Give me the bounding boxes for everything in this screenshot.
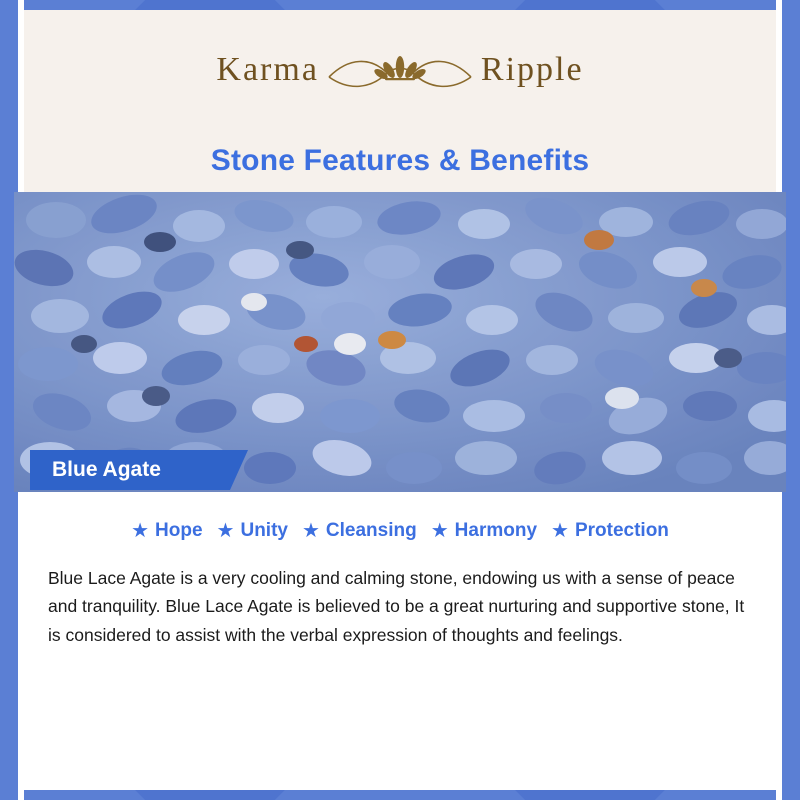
bottom-whitespace <box>24 716 776 790</box>
benefit-item <box>302 520 417 542</box>
benefit-item <box>551 520 669 542</box>
stone-name-label: Blue Agate <box>52 458 161 481</box>
content-panel <box>24 492 776 720</box>
benefits-row <box>40 520 760 542</box>
benefit-label: Protection <box>574 520 669 541</box>
brand-name-left: Karma <box>216 51 319 88</box>
title-band <box>24 130 776 192</box>
benefit-item <box>431 520 537 542</box>
benefit-item <box>217 520 288 542</box>
lotus-flower-icon <box>325 47 475 93</box>
star-icon: ★ <box>216 520 235 542</box>
brand-logo <box>216 47 583 93</box>
star-icon: ★ <box>301 520 320 542</box>
frame-edge-bottom <box>0 790 800 800</box>
star-icon: ★ <box>430 520 449 542</box>
benefit-label: Harmony <box>454 520 538 541</box>
star-icon: ★ <box>131 520 150 542</box>
brand-header <box>24 10 776 130</box>
frame-edge-top <box>0 0 800 10</box>
stone-name-badge <box>30 450 230 490</box>
benefit-item <box>131 520 202 542</box>
brand-name-right: Ripple <box>480 51 584 88</box>
page-title: Stone Features & Benefits <box>210 144 590 177</box>
benefit-label: Cleansing <box>325 520 417 541</box>
stone-description: Blue Lace Agate is a very cooling and calming stone, endowing us with a sense of peace and tranquility. Blue Lace Agate is believed to be a great nurturing and supportive stone, It is considered to assist with the verbal expression of thoughts and feelings. <box>48 568 745 645</box>
star-icon: ★ <box>551 520 569 542</box>
stone-photo <box>14 192 786 492</box>
benefit-label: Unity <box>240 520 288 541</box>
benefit-label: Hope <box>155 520 203 541</box>
